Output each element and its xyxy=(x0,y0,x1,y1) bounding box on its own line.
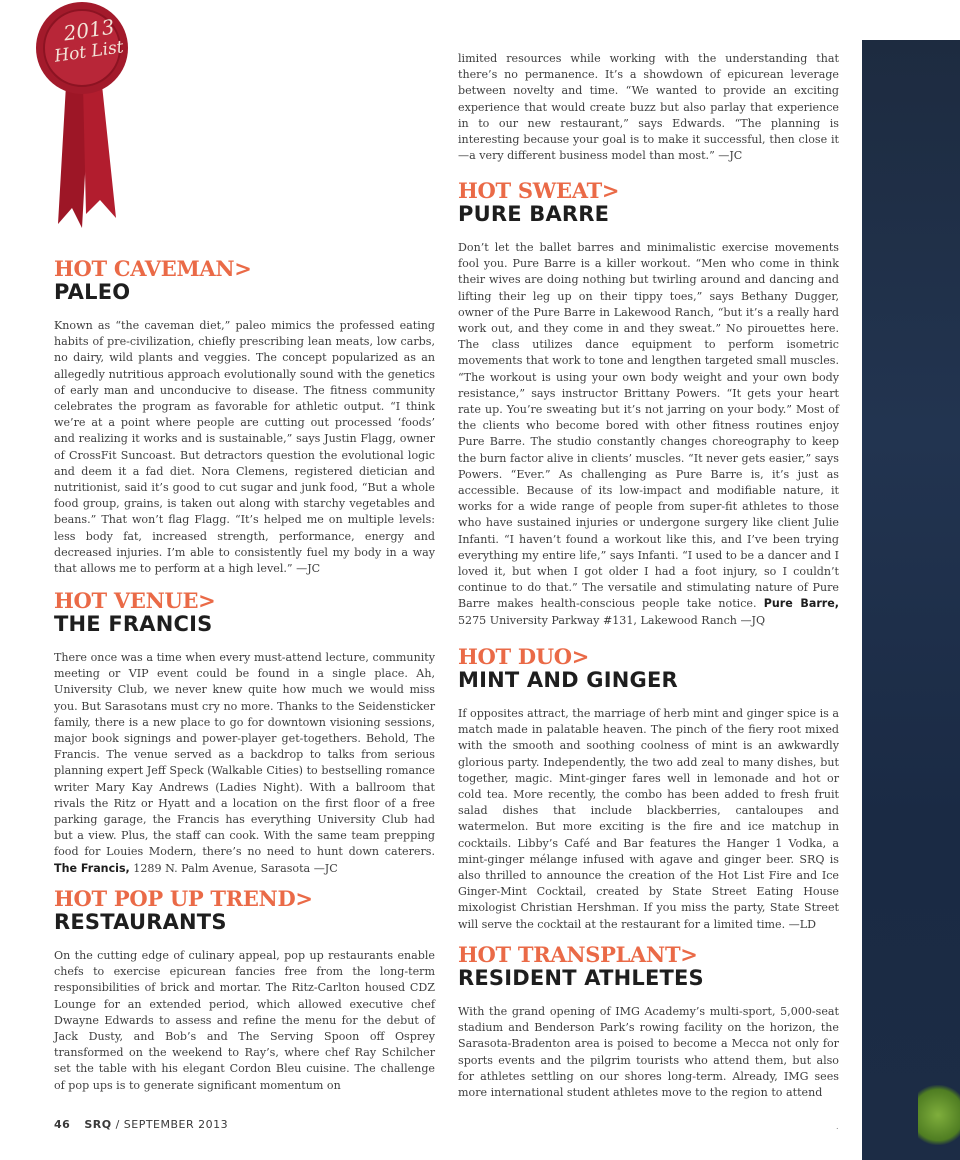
section-hot-venue xyxy=(54,590,435,877)
cover-photo-strip xyxy=(862,40,960,1160)
section-body: With the grand opening of IMG Academy’s multi-sport, 5,000-seat stadium and Benderson Park’s rowing facility on the horizon, the Sarasota-Bradenton area is poised to become a Mecca not only for sports events and the pilgrim tourists who attend them, but also for athletes settling on our shores long-term. Already, IMG sees more international student athletes move to the region to attend xyxy=(458,1005,839,1100)
page-footer xyxy=(54,1118,228,1131)
venue-address: 1289 N. Palm Avenue, Sarasota —JC xyxy=(129,861,338,875)
section-popup-continued xyxy=(458,51,839,164)
venue-name: The Francis, xyxy=(54,861,130,875)
section-body: If opposites attract, the marriage of herb mint and ginger spice is a match made in palatable heaven. The pinch of the fiery root mixed with the smooth and soothing coolness of mint is an awkwardly glorious party. Independently, the two add zeal to many dishes, but together, magic. Mint-ginger fares well in lemonade and hot or cold tea. More recently, the combo has been added to fresh fruit salad dishes that include blackberries, cantaloupes and watermelon. But more exciting is the fire and ice matchup in cocktails. Libby’s Café and Bar features the Hanger 1 Vodka, a mint-ginger mélange infused with agave and ginger beer. SRQ is also thrilled to announce the creation of the Hot List Fire and Ice Ginger-Mint Cocktail, created by State Street Eating House mixologist Christian Hershman. If you miss the party, State Street will serve the cocktail at the restaurant for a limited time. —LD xyxy=(458,707,839,931)
section-hot-caveman xyxy=(54,258,435,577)
seal-year: 2013 xyxy=(62,14,116,46)
page-number: 46 xyxy=(54,1118,71,1131)
leaf-decoration xyxy=(918,1085,960,1145)
section-body xyxy=(54,650,435,877)
section-headline: RESIDENT ATHLETES xyxy=(458,966,704,990)
section-headline: RESTAURANTS xyxy=(54,910,227,934)
section-headline: MINT AND GINGER xyxy=(458,668,678,692)
issue-date: / SEPTEMBER 2013 xyxy=(115,1118,229,1131)
section-kicker: HOT SWEAT> xyxy=(458,178,620,203)
section-hot-duo xyxy=(458,646,839,933)
section-hot-sweat xyxy=(458,180,839,629)
section-kicker: HOT DUO> xyxy=(458,644,590,669)
section-body-continued: limited resources while working with the understanding that there’s no permanence. It’s a showdown of epicurean leverage between novelty and time. “We wanted to provide an exciting experience that would create buzz but also parlay that experience in to our new restaurant,” says Edwards. “The planning is interesting because your goal is to make it successful, then close it—a very different business model than most.” —JC xyxy=(458,52,839,163)
body-text: Don’t let the ballet barres and minimalistic exercise movements fool you. Pure Barre is a killer workout. “Men who come in think their wives are doing nothing but twirling around and dancing and lifting their leg up on their tippy toes,” says Bethany Dugger, owner of the Pure Barre in Lakewood Ranch, “but it’s a really hard work out, and they come in and they sweat.” No pirouettes here. The class utilizes dance equipment to perform isometric movements that work to tone and lengthen targeted small muscles. “The workout is using your own body weight and your own body resistance,” says instructor Brittany Powers. “It gets your heart rate up. You’re sweating but it’s not jarring on your body.” Most of the clients who become bored with other fitness routines enjoy Pure Barre. The studio constantly changes choreography to keep the burn factor alive in clients’ muscles. “It never gets easier,” says Powers. “Ever.” As challenging as Pure Barre is, it’s just as accessible. Because of its low-impact and modifiable nature, it works for a wide range of people from super-fit athletes to those who have sustained injuries or undergone surgery like client Julie Infanti. “I haven’t found a workout like this, and I’ve been trying everything my entire life,” says Infanti. “I used to be a dancer and I loved it, but when I got older I had a foot injury, so I couldn’t continue to do that.” The versatile and stimulating nature of Pure Barre makes health-conscious people take notice. xyxy=(458,241,839,611)
body-text: There once was a time when every must-attend lecture, community meeting or VIP event could be found in a single place. Ah, University Club, we never knew quite how much we would miss you. But Sarasotans must cry no more. Thanks to the Seidensticker family, there is a new place to go for downtown visioning sessions, major book signings and power-player get-togethers. Behold, The Francis. The venue served as a backdrop to talks from serious planning expert Jeff Speck (Walkable Cities) to bestselling romance writer Mary Kay Andrews (Ladies Night). With a ballroom that rivals the Ritz or Hyatt and a location on the first floor of a free parking garage, the Francis has everything University Club had but a view. Plus, the staff can cook. With the same team prepping food for Louies Modern, there’s no need to hunt down caterers. xyxy=(54,651,435,859)
studio-address: 5275 University Parkway #131, Lakewood Ranch —JQ xyxy=(458,613,766,627)
section-body: Known as “the caveman diet,” paleo mimics the professed eating habits of pre-civilization, chiefly prescribing lean meats, low carbs, no dairy, wild plants and veggies. The concept popularized as an allegedly nutritious approach evolutionally sound with the genetics of early man and unconducive to disease. The fitness community celebrates the program as favorable for athletic output. “I think we’re at a point where people are cutting out processed ‘foods’ and realizing it works and is sustainable,” says Justin Flagg, owner of CrossFit Suncoast. But detractors question the evolutional logic and deem it a fad diet. Nora Clemens, registered dietician and nutritionist, said it’s good to cut sugar and junk food, “But a whole food group, grains, is taken out along with starchy vegetables and beans.” That won’t flag Flagg. “It’s helped me on multiple levels: less body fat, increased strength, performance, energy and decreased injuries. I’m able to consistently fuel my body in a way that allows me to perform at a high level.” —JC xyxy=(54,319,435,576)
hot-list-seal xyxy=(28,0,128,240)
page-dot: . xyxy=(836,1122,839,1131)
section-hot-popup xyxy=(54,888,435,1094)
seal-label: Hot List xyxy=(53,37,125,67)
section-body xyxy=(458,240,839,629)
section-body: On the cutting edge of culinary appeal, pop up restaurants enable chefs to exercise epicurean fancies free from the long-term responsibilities of brick and mortar. The Ritz-Carlton housed CDZ Lounge for an extended period, which allowed executive chef Dwayne Edwards to assess and refine the menu for the debut of Jack Dusty, and Bob’s and The Serving Spoon off Osprey transformed on the weekend to Ray’s, where chef Ray Schilcher set the table with his elegant Cordon Bleu cuisine. The challenge of pop ups is to generate significant momentum on xyxy=(54,949,435,1092)
section-hot-transplant xyxy=(458,944,839,1101)
section-headline: PALEO xyxy=(54,280,131,304)
section-headline: THE FRANCIS xyxy=(54,612,213,636)
section-headline: PURE BARRE xyxy=(458,202,610,226)
magazine-name: SRQ xyxy=(84,1118,112,1131)
section-kicker: HOT VENUE> xyxy=(54,588,216,613)
section-kicker: HOT TRANSPLANT> xyxy=(458,942,698,967)
section-kicker: HOT CAVEMAN> xyxy=(54,256,252,281)
studio-name: Pure Barre, xyxy=(763,597,839,611)
section-kicker: HOT POP UP TREND> xyxy=(54,886,313,911)
